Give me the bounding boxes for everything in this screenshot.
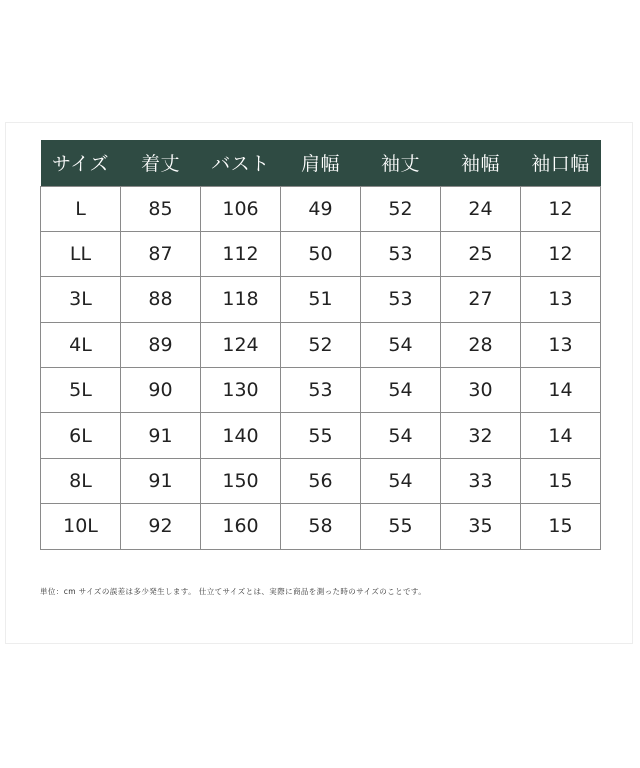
cell-length: 89 (121, 322, 201, 367)
table-row (41, 504, 601, 549)
cell-length: 92 (121, 504, 201, 549)
table-row (41, 368, 601, 413)
cell-bust: 112 (201, 231, 281, 276)
cell-cuff-width: 14 (521, 368, 601, 413)
header-row (41, 140, 601, 186)
cell-size: 6L (41, 413, 121, 458)
header-shoulder-width: 肩幅 (281, 140, 361, 186)
cell-length: 87 (121, 231, 201, 276)
cell-bust: 150 (201, 458, 281, 503)
cell-sleeve-length: 52 (361, 186, 441, 231)
cell-length: 90 (121, 368, 201, 413)
cell-sleeve-length: 54 (361, 322, 441, 367)
table-header (41, 140, 601, 186)
size-table (40, 140, 601, 550)
cell-shoulder-width: 55 (281, 413, 361, 458)
cell-cuff-width: 15 (521, 504, 601, 549)
cell-size: LL (41, 231, 121, 276)
cell-shoulder-width: 58 (281, 504, 361, 549)
cell-shoulder-width: 51 (281, 277, 361, 322)
table-row (41, 458, 601, 503)
cell-sleeve-length: 53 (361, 277, 441, 322)
cell-cuff-width: 12 (521, 231, 601, 276)
header-size: サイズ (41, 140, 121, 186)
cell-sleeve-width: 33 (441, 458, 521, 503)
cell-shoulder-width: 56 (281, 458, 361, 503)
cell-sleeve-length: 54 (361, 368, 441, 413)
cell-sleeve-width: 28 (441, 322, 521, 367)
cell-sleeve-width: 30 (441, 368, 521, 413)
cell-cuff-width: 15 (521, 458, 601, 503)
cell-cuff-width: 13 (521, 277, 601, 322)
cell-sleeve-length: 53 (361, 231, 441, 276)
size-note: 単位：cm サイズの誤差は多少発生します。 仕立てサイズとは、実際に商品を測った時のサイズのことです。 (40, 587, 427, 596)
cell-sleeve-width: 32 (441, 413, 521, 458)
cell-size: 4L (41, 322, 121, 367)
cell-shoulder-width: 53 (281, 368, 361, 413)
header-sleeve-length: 袖丈 (361, 140, 441, 186)
cell-cuff-width: 14 (521, 413, 601, 458)
cell-cuff-width: 12 (521, 186, 601, 231)
cell-sleeve-length: 54 (361, 458, 441, 503)
cell-length: 88 (121, 277, 201, 322)
cell-length: 85 (121, 186, 201, 231)
header-length: 着丈 (121, 140, 201, 186)
cell-shoulder-width: 50 (281, 231, 361, 276)
header-sleeve-width: 袖幅 (441, 140, 521, 186)
cell-bust: 140 (201, 413, 281, 458)
cell-sleeve-length: 54 (361, 413, 441, 458)
cell-length: 91 (121, 458, 201, 503)
table-row (41, 277, 601, 322)
cell-size: L (41, 186, 121, 231)
cell-size: 5L (41, 368, 121, 413)
cell-shoulder-width: 49 (281, 186, 361, 231)
table-row (41, 322, 601, 367)
header-bust: バスト (201, 140, 281, 186)
table-body (41, 186, 601, 549)
cell-bust: 118 (201, 277, 281, 322)
cell-bust: 124 (201, 322, 281, 367)
cell-shoulder-width: 52 (281, 322, 361, 367)
header-cuff-width: 袖口幅 (521, 140, 601, 186)
cell-bust: 160 (201, 504, 281, 549)
cell-length: 91 (121, 413, 201, 458)
table-row (41, 231, 601, 276)
cell-sleeve-width: 27 (441, 277, 521, 322)
cell-cuff-width: 13 (521, 322, 601, 367)
cell-size: 10L (41, 504, 121, 549)
table-row (41, 186, 601, 231)
cell-sleeve-length: 55 (361, 504, 441, 549)
cell-sleeve-width: 25 (441, 231, 521, 276)
cell-sleeve-width: 35 (441, 504, 521, 549)
cell-sleeve-width: 24 (441, 186, 521, 231)
cell-size: 8L (41, 458, 121, 503)
cell-bust: 130 (201, 368, 281, 413)
cell-bust: 106 (201, 186, 281, 231)
cell-size: 3L (41, 277, 121, 322)
table-row (41, 413, 601, 458)
